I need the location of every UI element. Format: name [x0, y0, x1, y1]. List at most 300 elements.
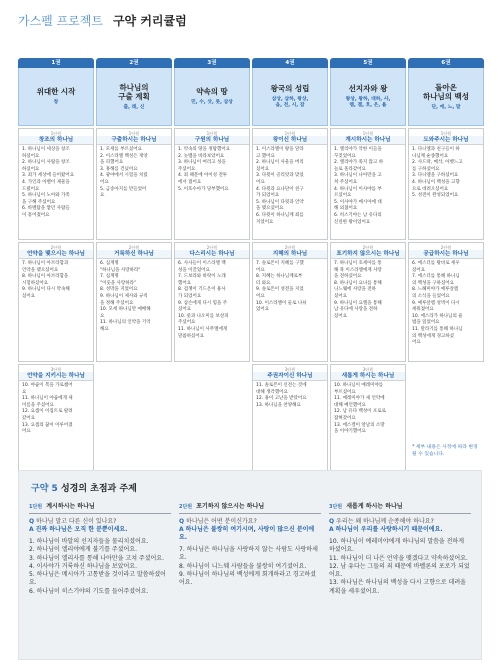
lesson-item: 2. 이스라엘 백성은 재앙: [100, 153, 148, 159]
lesson-item: 드렸어요: [22, 186, 40, 192]
lesson-item: 9. 하나님이 다시 약속해: [22, 287, 70, 293]
unit-column: [96, 126, 172, 240]
page-title: 구약 커리큘럼: [112, 14, 187, 28]
lesson-item: 6. 히스기야는 남 유다의: [334, 212, 382, 218]
volume-header-row: [18, 58, 482, 126]
lesson-item: 7. 십계명: [100, 274, 119, 280]
lesson-item: 11. 하나님이 야곱에게 새: [22, 396, 73, 402]
lesson-item: 셨어요: [178, 307, 192, 313]
page-header: [18, 12, 187, 34]
lesson-item: 쳐 주셨어요: [334, 179, 358, 185]
lesson-item: 의 소식을 들었어요: [412, 293, 450, 299]
unit-cell: [18, 128, 94, 240]
lesson-item: 9. 하나님이 요엘을 통해: [334, 300, 382, 306]
panel-title: [29, 501, 171, 514]
lesson-item: 를 구하셨어요: [412, 166, 440, 172]
answer-text: 진짜 하나님은 오직 한 분뿐이세요.: [35, 526, 128, 533]
panel-lesson-item: 12. 남 유다는 그들의 죄 때문에 바벨론의 포로가 되었어요.: [329, 562, 470, 579]
lesson-item: "이웃을 사랑하라": [100, 280, 136, 286]
panel-lesson-item: 5. 하나님은 메시아가 고통받을 것이라고 말씀하셨어요.: [29, 571, 166, 587]
lesson-item: 주셨어요: [178, 320, 196, 326]
lesson-item: 4. 하나님이 백성을 고향: [412, 179, 460, 185]
lesson-item: 을 구해 주셨어요: [22, 199, 56, 205]
empty-cell: [174, 364, 250, 474]
volume-header: [330, 68, 406, 126]
volume-books: 민, 수, 삿, 룻, 삼상: [191, 100, 233, 105]
unit-column: [252, 126, 328, 240]
unit-title: 창조의 하나님: [19, 136, 93, 145]
lesson-item: 대해 생각했어요: [256, 389, 288, 395]
question-text: 우리는 왜 하나님께 순종해야 하나요?: [336, 518, 434, 525]
volume-title: 하나님의 구출 계획: [118, 82, 150, 101]
lesson-item: 해 북 이스라엘에게 사랑: [334, 267, 382, 273]
lesson-item: 6. 사사들이 이스라엘 백: [178, 261, 226, 266]
section-title-main: 성경의 초점과 주제: [60, 484, 137, 494]
panel-unit: 3단원: [329, 504, 343, 510]
lesson-item: 셨어요: [256, 166, 270, 172]
unit-title: 지혜의 하나님: [253, 250, 327, 259]
lesson-item: 7. 솔로몬이 지혜를 구했: [256, 261, 304, 266]
question-mark: Q: [329, 518, 335, 525]
lesson-item: 터 와요: [256, 280, 271, 286]
volume-header: [96, 68, 172, 126]
panel-lesson-item: 8. 하나님이 니느웨 사람들을 불쌍히 여기셨어요.: [179, 562, 307, 570]
unit-column: [330, 240, 406, 362]
unit-cell: [174, 242, 250, 362]
lesson-list: [253, 259, 327, 316]
panel-lesson-list: [29, 538, 171, 596]
lesson-item: 12. 요셉이 이집트로 팔려: [22, 409, 73, 415]
lesson-item: 1. 다니엘과 친구들이 하: [412, 147, 460, 152]
unit-row-3: [18, 362, 482, 474]
empty-cell: [408, 364, 484, 474]
panel-lesson-item: 7. 하나님은 하나님을 사랑하지 않는 사람도 사랑하세요.: [179, 546, 318, 562]
lesson-item: 3. 죄가 세상에 들어왔어요: [22, 173, 75, 179]
unit-column: [174, 362, 250, 474]
lesson-item: 부르셨어요: [334, 389, 356, 395]
panel-title-text: 새롭게 하시는 하나님: [346, 503, 403, 510]
unit-number: 1단원: [284, 131, 296, 136]
question-mark: Q: [29, 518, 35, 525]
volume-tab: 6권: [408, 58, 484, 68]
panel-lesson-item: 6. 하나님이 히스기야의 기도를 들어주셨어요.: [29, 587, 149, 595]
volume-books: 단, 에, 느, 말: [431, 104, 461, 110]
panel-title-text: 포기하지 않으시는 하나님: [196, 503, 265, 510]
lesson-list: [409, 259, 483, 349]
panel-lesson-item: 4. 이사야가 거룩하신 하나님을 보았어요.: [29, 562, 137, 570]
unit-title: 구원의 하나님: [175, 136, 249, 145]
unit-cell: [252, 242, 328, 362]
panel-title: [329, 501, 471, 514]
lesson-item: 셨어요: [334, 293, 348, 299]
lesson-list: [97, 145, 171, 202]
lesson-item: 1. 엘리야가 악한 이들을: [334, 147, 382, 152]
focus-panels: [29, 501, 471, 596]
lesson-item: 11. 하나님의 언약을 기억: [100, 320, 151, 326]
lesson-item: 어요: [412, 340, 421, 346]
unit-number: 2단원: [284, 245, 296, 250]
section-title-prefix: 구약 5: [31, 484, 58, 494]
lesson-list: [409, 145, 483, 202]
lesson-item: 언약을 맺으셨어요: [22, 267, 59, 273]
question-answer: [329, 518, 471, 534]
lesson-item: 9. 예루살렘 성벽이 다시: [412, 300, 460, 306]
unit-title: 새롭게 하시는 하나님: [331, 372, 405, 381]
lesson-item: 9. 삼손에게 다시 힘을 주: [178, 300, 228, 306]
lesson-item: 고 했어요: [256, 153, 275, 159]
volume-title: 약속의 땅: [196, 87, 228, 96]
lesson-item: 의 백성을 구하셨어요: [412, 280, 454, 286]
lesson-item: 하셨어요: [22, 153, 40, 159]
volume-tab: 3권: [174, 58, 250, 68]
lesson-item: 7. 드보라와 바락이 노래: [178, 274, 226, 280]
unit-column: [408, 126, 484, 240]
lesson-item: 잡혀갔어요: [334, 415, 356, 421]
lesson-item: 가 되었어요: [178, 293, 202, 299]
unit-cell: [330, 364, 406, 474]
unit-cell: [252, 128, 328, 240]
lesson-item: 2. 엘리야가 죽지 않고 하: [334, 160, 384, 166]
unit-title: 구출하시는 하나님: [97, 136, 171, 145]
lesson-list: [19, 381, 93, 438]
question-text: 하나님은 어떤 분이신가요?: [186, 518, 257, 525]
lesson-item: 어요: [256, 293, 265, 299]
volume-tab: 5권: [330, 58, 406, 68]
focus-panel: [29, 501, 171, 596]
volume-books: 창: [53, 100, 59, 105]
lesson-item: 법을 읽었어요: [412, 320, 440, 326]
lesson-item: 13. 에스겔이 앞날의 소망: [334, 422, 385, 428]
volume-column: [96, 58, 172, 126]
volume-column: [330, 58, 406, 126]
question-mark: Q: [179, 518, 185, 525]
curriculum-grid: [18, 58, 482, 474]
unit-column: [18, 126, 94, 240]
unit-number: 3단원: [284, 367, 296, 372]
lesson-item: 8. 느헤미야가 예루살렘: [412, 287, 459, 293]
unit-cell: [252, 364, 328, 474]
lesson-list: [19, 145, 93, 222]
lesson-item: 8. 하나님이 요나를 통해: [334, 280, 382, 286]
lesson-list: [97, 259, 171, 336]
lesson-item: 이 흩어졌어요: [22, 212, 50, 218]
lesson-item: 2. 사드락, 메삭, 아벳느고: [412, 160, 463, 166]
lesson-item: 남 유다에 사랑을 전하: [334, 307, 378, 313]
lesson-item: 3. 하나님이 나아만을 고: [334, 173, 382, 179]
unit-number: 2단원: [362, 245, 374, 250]
panel-lesson-list: [179, 546, 321, 587]
volume-title: 돌아온 하나님의 백성: [422, 82, 470, 101]
unit-title: 다스리시는 하나님: [175, 250, 249, 259]
lesson-item: 4. 광야에서 시험을 치렀: [100, 173, 148, 179]
lesson-item: 에서 졌어요: [178, 179, 202, 185]
unit-row-1: [18, 126, 482, 240]
unit-number: 2단원: [440, 245, 452, 250]
lesson-item: 12. 용이 고난을 받았어요: [256, 396, 307, 402]
lesson-item: 을 정해 주셨어요: [100, 300, 134, 306]
lesson-item: 7. 하나님이 호세아를 통: [334, 261, 382, 266]
lesson-item: 의 백성에게 경고하셨: [412, 333, 454, 339]
unit-title: 주권자이신 하나님: [253, 372, 327, 381]
lesson-item: 11. 솔로몬이 신전는 것에: [256, 383, 307, 388]
lesson-item: 니느웨에 사랑을 전하: [334, 287, 376, 293]
lesson-item: 7. 하나님이 아브라함과: [22, 261, 69, 266]
focus-theme-section: [18, 470, 482, 660]
lesson-item: 셨어요: [22, 293, 36, 299]
panel-lesson-item: 2. 하나님이 엘리야에게 불기를 주셨어요.: [29, 546, 137, 554]
lesson-item: 2. 하나님이 사울을 버리: [256, 160, 304, 166]
lesson-item: 해 외쳤어요: [334, 206, 358, 212]
unit-column: [330, 126, 406, 240]
lesson-item: 3. 하나님이 여리고 성을: [178, 160, 226, 166]
lesson-list: [175, 145, 249, 195]
panel-lesson-item: 13. 하나님은 하나님의 백성을 다시 고향으로 데려올 계획을 세우셨어요.: [329, 579, 466, 595]
unit-number: 2단원: [128, 245, 140, 250]
lesson-item: 11. 예레미야가 새 언약에: [334, 396, 385, 402]
unit-cell: [18, 242, 94, 362]
lesson-item: 6. 바벨탑을 쌓던 사람들: [22, 206, 70, 212]
answer-mark: A: [179, 526, 184, 533]
lesson-item: 10. 하나님이 예레미야를: [334, 383, 384, 388]
unit-cell: [96, 242, 172, 362]
volume-column: [408, 58, 484, 126]
section-title: [31, 481, 137, 494]
lesson-item: 지었어요: [256, 219, 274, 225]
lesson-item: 4. 다윗과 요나단이 친구: [256, 186, 304, 192]
lesson-item: 8. 성막을 지었어요: [100, 287, 138, 293]
lesson-item: 11. 말라기를 통해 하나님: [412, 326, 463, 332]
unit-column: [252, 362, 328, 474]
panel-lesson-item: 3. 하나님이 엘리사를 통해 나아만을 고쳐 주셨어요.: [29, 554, 164, 562]
lesson-item: 성을 이끌었어요: [178, 267, 210, 273]
unit-number: 1단원: [128, 131, 140, 136]
volume-tab: 1권: [18, 58, 94, 68]
lesson-item: 13. 하나님을 찬양해요: [256, 402, 301, 408]
question-answer: [29, 518, 171, 534]
lesson-item: 6. 에스더를 왕비로 세우: [412, 261, 460, 266]
answer-text: 하나님이 우리를 사랑하시기 때문이에요.: [335, 526, 443, 533]
unit-number: 1단원: [206, 131, 218, 136]
unit-number: 2단원: [206, 245, 218, 250]
unit-row-2: [18, 240, 482, 362]
lesson-item: 을 피했어요: [100, 160, 124, 166]
volume-books: 출, 레, 신: [123, 104, 145, 110]
lesson-item: 어요: [256, 267, 265, 273]
lesson-item: 하셨어요: [22, 166, 40, 172]
lesson-item: 말씀하셨어요: [178, 333, 205, 339]
lesson-item: 2. 하나님이 사람을 창조: [22, 160, 70, 166]
lesson-item: 8. 하나님이 아브라함을: [22, 274, 69, 280]
unit-column: [252, 240, 328, 362]
lesson-item: 꾸짖었어요: [334, 153, 356, 159]
unit-title: 공급하시는 하나님: [409, 250, 483, 259]
lesson-item: 요: [100, 313, 105, 319]
lesson-item: 1. 하나님이 세상을 창조: [22, 147, 70, 152]
volume-books: 삼상, 삼하, 왕상, 읍, 전, 시, 잠: [271, 97, 309, 108]
unit-cell: [18, 364, 94, 474]
lesson-item: 10. 에스라가 하나님의 율: [412, 313, 463, 319]
volume-column: [18, 58, 94, 126]
volume-column: [174, 58, 250, 126]
unit-title: 포기하지 않으시는 하나님: [331, 250, 405, 259]
volume-tab: 4권: [252, 58, 328, 68]
panel-lesson-item: 10. 하나님이 예레미야에게 하나님의 말씀을 전하게 하셨어요.: [329, 538, 464, 554]
unit-title: 계시하시는 하나님: [331, 136, 405, 145]
question-text: 하나님 말고 다른 신이 있나요?: [36, 518, 117, 525]
unit-cell: [330, 242, 406, 362]
lesson-item: 6. 다윗이 하나님께 죄를: [256, 212, 304, 218]
lesson-item: 8. 겁쟁이 기드온이 용사: [178, 287, 226, 293]
lesson-item: 1. 모세를 부르셨어요: [100, 147, 142, 152]
lesson-item: 주셨어요: [178, 166, 196, 172]
unit-number: 2단원: [50, 245, 62, 250]
panel-unit: 2단원: [179, 504, 193, 510]
unit-column: [18, 240, 94, 362]
unit-column: [408, 362, 484, 474]
volume-tab: 2권: [96, 58, 172, 68]
lesson-item: 셨어요: [334, 313, 348, 319]
lesson-item: 9. 하나님이 제사와 규칙: [100, 293, 148, 299]
lesson-item: 1. 이스라엘이 왕을 달라: [256, 147, 304, 152]
lesson-item: 어요: [22, 429, 31, 435]
unit-column: [96, 240, 172, 362]
lesson-item: 8. 지혜는 하나님께로부: [256, 274, 303, 280]
lesson-item: 이름을 주셨어요: [22, 402, 54, 408]
panel-lesson-item: 9. 하나님이 하나님의 백성에게 회개하라고 경고하셨어요.: [179, 570, 316, 587]
lesson-item: 3. 다윗이 골리앗과 맞섰: [256, 173, 304, 179]
unit-column: [408, 240, 484, 362]
lesson-item: 10. 모세 하나님만 예배해: [100, 307, 151, 313]
panel-lesson-item: 11. 하나님이 더 나은 언약을 맺겠다고 약속하셨어요.: [329, 554, 468, 562]
volume-title: 선지자와 왕: [348, 84, 388, 93]
panel-lesson-item: 1. 하나님이 바알의 선지자들을 물리치셨어요.: [29, 538, 149, 545]
lesson-item: 3. 다니엘을 구하셨어요: [412, 173, 459, 179]
lesson-item: "하나님을 사랑하라": [100, 267, 141, 273]
unit-title: 언약을 지키시는 하나님: [19, 372, 93, 381]
answer-mark: A: [29, 526, 34, 533]
lesson-list: [331, 259, 405, 322]
volume-header: [252, 68, 328, 126]
lesson-list: [19, 259, 93, 303]
lesson-item: 5. 이호수아가 당부했어요: [178, 186, 229, 192]
unit-number: 3단원: [362, 367, 374, 372]
lesson-list: [331, 145, 405, 228]
unit-title: 거룩하신 하나님: [97, 250, 171, 259]
unit-title: 왕이신 하나님: [253, 136, 327, 145]
lesson-item: 대해 예언했어요: [334, 402, 366, 408]
lesson-list: [253, 145, 327, 228]
lesson-item: 을 전하셨어요: [334, 274, 362, 280]
lesson-item: 5. 이사야가 메시아에 대: [334, 199, 382, 205]
lesson-item: 르셨어요: [334, 193, 352, 199]
lesson-item: 요: [22, 389, 27, 395]
unit-cell: [330, 128, 406, 240]
lesson-item: 어요: [256, 179, 265, 185]
volume-column: [252, 58, 328, 126]
lesson-item: 을 이야기했어요: [334, 429, 366, 435]
unit-column: [18, 362, 94, 474]
lesson-item: 갔어요: [22, 415, 36, 421]
unit-number: 1단원: [50, 131, 62, 136]
unit-cell: [408, 128, 484, 240]
unit-title: 도와주시는 하나님: [409, 136, 483, 145]
lesson-item: 셨어요: [412, 267, 426, 273]
lesson-item: 10. 야곱이 복을 가로챘어: [22, 383, 73, 388]
unit-number: 3단원: [50, 367, 62, 372]
unit-title: 언약을 맺으시는 하나님: [19, 250, 93, 259]
lesson-item: 1. 약속의 땅을 정탐했어요: [178, 147, 231, 152]
lesson-item: 4. 하나님이 이사야를 부: [334, 186, 382, 192]
lesson-item: 으로 데려오셨어요: [412, 186, 449, 192]
lesson-list: [175, 259, 249, 342]
lesson-item: 을 맺으셨어요: [256, 206, 284, 212]
lesson-item: 했어요: [178, 280, 192, 286]
unit-column: [330, 362, 406, 474]
volume-header: [408, 68, 484, 126]
change-note: * 세부 내용은 사정에 따라 변경될 수 있습니다.: [412, 445, 478, 457]
question-answer: [179, 518, 321, 542]
unit-column: [96, 362, 172, 474]
unit-cell: [174, 128, 250, 240]
lesson-list: [331, 381, 405, 438]
lesson-item: 2. 놋뱀을 바라보았어요: [178, 153, 225, 159]
unit-number: 1단원: [440, 131, 452, 136]
unit-column: [174, 126, 250, 240]
volume-title: 왕국의 성립: [270, 84, 310, 93]
lesson-item: 요: [100, 193, 105, 199]
lesson-item: 5. 금송아지를 만들었어: [100, 186, 147, 192]
volume-header: [18, 68, 94, 126]
panel-unit: 1단원: [29, 504, 43, 510]
panel-lesson-list: [329, 538, 471, 596]
answer-mark: A: [329, 526, 334, 533]
lesson-item: 었어요: [256, 307, 270, 313]
volume-books: 왕상, 왕하, 대하, 사, 렘, 겔, 호, 은, 욜: [345, 97, 391, 108]
volume-title: 위대한 시작: [36, 87, 76, 96]
empty-cell: [96, 364, 172, 474]
answer-text: 하나님은 불쌍히 여기시며, 사랑이 많으신 분이에요.: [179, 526, 315, 541]
lesson-item: 늘로 올라갔어요: [334, 166, 366, 172]
lesson-item: 세워졌어요: [412, 307, 434, 313]
lesson-item: 어요: [100, 179, 109, 185]
focus-panel: [179, 501, 321, 596]
lesson-item: 4. 가인과 아벨이 제물을: [22, 179, 70, 185]
lesson-item: 신실한 왕이었어요: [334, 219, 371, 225]
lesson-item: 시험하셨어요: [22, 280, 49, 286]
lesson-list: [253, 381, 327, 411]
lesson-item: 5. 하나님이 다윗과 언약: [256, 199, 304, 205]
lesson-item: 나님께 순종했어요: [412, 153, 449, 159]
lesson-item: 해요: [100, 326, 109, 332]
unit-column: [174, 240, 250, 362]
lesson-item: 12. 남 유다 백성이 포로로: [334, 409, 387, 415]
lesson-item: 9. 솔로몬이 성전을 지었: [256, 287, 304, 293]
lesson-item: 5. 성전이 완성되었어요: [412, 193, 459, 199]
panel-title: [179, 501, 321, 514]
lesson-item: 7. 에스더를 통해 하나님: [412, 274, 460, 280]
lesson-item: 6. 십계명: [100, 261, 119, 266]
lesson-item: 10. 룻과 나오미를 보살피: [178, 313, 229, 319]
lesson-item: 10. 이스라엘이 둘로 나뉘: [256, 300, 307, 306]
focus-panel: [329, 501, 471, 596]
unit-cell: [96, 128, 172, 240]
brand-name: 가스펠 프로젝트: [18, 14, 103, 28]
lesson-item: 11. 하나님이 사무엘에게: [178, 326, 228, 332]
volume-header: [174, 68, 250, 126]
unit-cell: [408, 242, 484, 362]
lesson-item: 가 되었어요: [256, 193, 280, 199]
unit-number: 1단원: [362, 131, 374, 136]
